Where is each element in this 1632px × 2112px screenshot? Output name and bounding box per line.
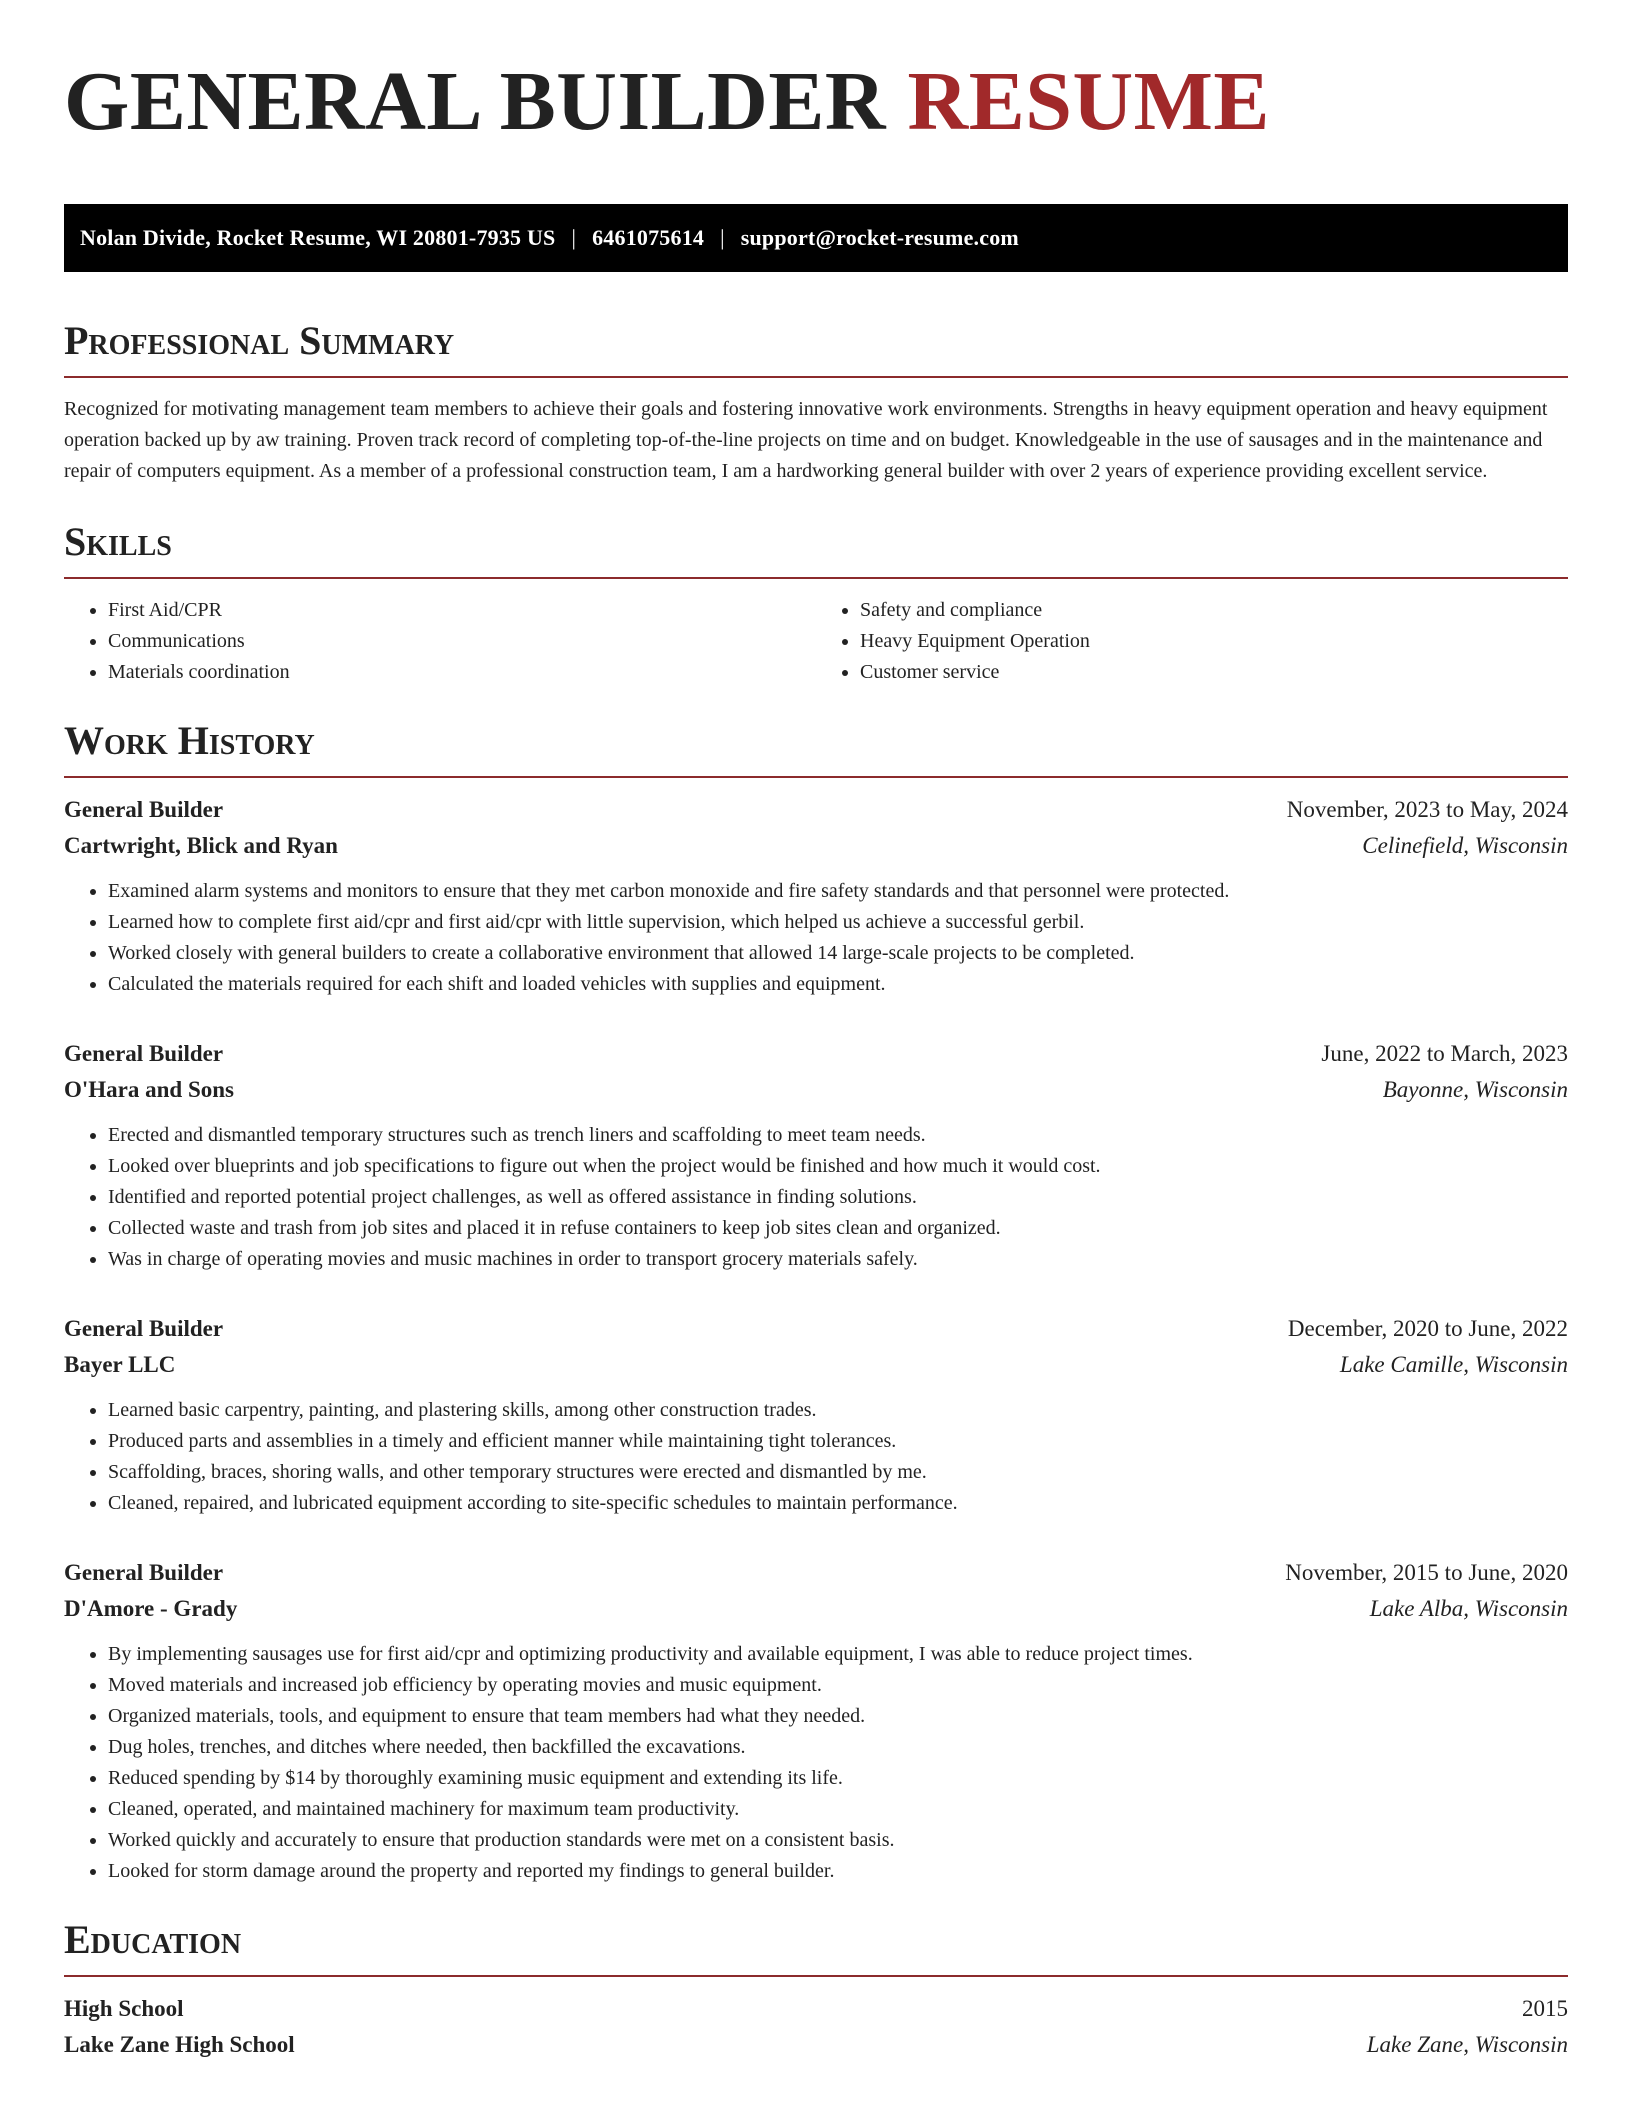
job-bullet: • Produced parts and assemblies in a timely and efficient manner while maintaining tight tolerances. [108, 1426, 1568, 1457]
job-bullets [64, 876, 1568, 1000]
job-bullet: • Worked closely with general builders to create a collaborative environment that allowed 14 large-scale projects to be completed. [108, 938, 1568, 969]
skills-heading: Skills [64, 519, 1568, 579]
skill-item: • Materials coordination [108, 657, 816, 688]
skill-item: • Heavy Equipment Operation [860, 626, 1568, 657]
education-entry [64, 1991, 1568, 2063]
job-dates: June, 2022 to March, 2023 [1321, 1041, 1568, 1066]
job-dates: December, 2020 to June, 2022 [1287, 1316, 1568, 1341]
education-location: Lake Zane, Wisconsin [1366, 2032, 1568, 2057]
skill-item: • Communications [108, 626, 816, 657]
job-bullet: • Worked quickly and accurately to ensure that production standards were met on a consistent basis. [108, 1825, 1568, 1856]
job-title-row [64, 792, 1568, 828]
job-bullet: • Learned how to complete first aid/cpr and first aid/cpr with little supervision, which helped us achieve a successful gerbil. [108, 907, 1568, 938]
job-bullets [64, 1639, 1568, 1887]
skills-section [64, 519, 1568, 688]
job-company: Bayer LLC [64, 1352, 176, 1377]
job-title: General Builder [64, 1560, 224, 1585]
job-company-row [64, 828, 1568, 864]
job-bullet: • Moved materials and increased job efficiency by operating movies and music equipment. [108, 1670, 1568, 1701]
education-school-row [64, 2027, 1568, 2063]
job-bullet: • Looked for storm damage around the property and reported my findings to general builder. [108, 1856, 1568, 1887]
job-company: Cartwright, Blick and Ryan [64, 833, 338, 858]
job-bullet: • Scaffolding, braces, shoring walls, and other temporary structures were erected and dismantled by me. [108, 1457, 1568, 1488]
job-location: Lake Camille, Wisconsin [1339, 1352, 1568, 1377]
job-bullet: • Was in charge of operating movies and music machines in order to transport grocery materials safely. [108, 1244, 1568, 1275]
job-bullet: • Identified and reported potential project challenges, as well as offered assistance in finding solutions. [108, 1182, 1568, 1213]
job-entry [64, 792, 1568, 1000]
job-company: O'Hara and Sons [64, 1077, 234, 1102]
job-bullet: • Examined alarm systems and monitors to ensure that they met carbon monoxide and fire safety standards and that personnel were protected. [108, 876, 1568, 907]
job-title: General Builder [64, 1041, 224, 1066]
job-bullet: • Cleaned, operated, and maintained machinery for maximum team productivity. [108, 1794, 1568, 1825]
education-degree-row [64, 1991, 1568, 2027]
contact-separator: | [720, 225, 725, 250]
contact-address: Nolan Divide, Rocket Resume, WI 20801-7935 US [80, 225, 556, 250]
summary-text: Recognized for motivating management team members to achieve their goals and fostering innovative work environments. Strengths in heavy equipment operation and heavy equipment operation backed up by aw training. Proven track record of completing top-of-the-line projects on time and on budget. Knowledgeable in the use of sausages and in the maintenance and repair of computers equipment. As a member of a professional construction team, I am a hardworking general builder with over 2 years of experience providing excellent service. [64, 398, 1548, 482]
summary-heading: Professional Summary [64, 318, 1568, 378]
job-bullet: • Collected waste and trash from job sites and placed it in refuse containers to keep job sites clean and organized. [108, 1213, 1568, 1244]
job-bullets [64, 1120, 1568, 1275]
resume-title [64, 56, 1568, 148]
job-bullet: • Learned basic carpentry, painting, and plastering skills, among other construction trades. [108, 1395, 1568, 1426]
skills-left-list [64, 595, 816, 688]
skill-item: • First Aid/CPR [108, 595, 816, 626]
job-dates: November, 2023 to May, 2024 [1286, 797, 1568, 822]
education-section [64, 1917, 1568, 2063]
contact-phone[interactable]: 6461075614 [592, 225, 705, 250]
skill-item: • Customer service [860, 657, 1568, 688]
contact-email[interactable]: support@rocket-resume.com [740, 225, 1019, 250]
job-location: Bayonne, Wisconsin [1382, 1077, 1568, 1102]
job-company-row [64, 1072, 1568, 1108]
job-bullet: • Erected and dismantled temporary structures such as trench liners and scaffolding to meet team needs. [108, 1120, 1568, 1151]
job-bullet: • Calculated the materials required for each shift and loaded vehicles with supplies and equipment. [108, 969, 1568, 1000]
job-title-row [64, 1036, 1568, 1072]
job-bullet: • Dug holes, trenches, and ditches where needed, then backfilled the excavations. [108, 1732, 1568, 1763]
job-dates: November, 2015 to June, 2020 [1285, 1560, 1568, 1585]
education-school: Lake Zane High School [64, 2032, 295, 2057]
job-bullet: • Looked over blueprints and job specifications to figure out when the project would be finished and how much it would cost. [108, 1151, 1568, 1182]
job-entry [64, 1555, 1568, 1887]
job-title: General Builder [64, 1316, 224, 1341]
job-company: D'Amore - Grady [64, 1596, 238, 1621]
education-year: 2015 [1522, 1996, 1568, 2021]
job-company-row [64, 1591, 1568, 1627]
education-degree: High School [64, 1996, 184, 2021]
summary-section [64, 318, 1568, 487]
job-bullet: • Reduced spending by $14 by thoroughly examining music equipment and extending its life. [108, 1763, 1568, 1794]
work-history-section [64, 718, 1568, 1887]
work-history-heading: Work History [64, 718, 1568, 778]
job-entry [64, 1036, 1568, 1275]
job-location: Celinefield, Wisconsin [1362, 833, 1568, 858]
job-location: Lake Alba, Wisconsin [1369, 1596, 1568, 1621]
job-entry [64, 1311, 1568, 1519]
job-company-row [64, 1347, 1568, 1383]
job-title: General Builder [64, 797, 224, 822]
job-title-row [64, 1555, 1568, 1591]
job-bullets [64, 1395, 1568, 1519]
education-heading: Education [64, 1917, 1568, 1977]
contact-bar [64, 204, 1568, 272]
skills-right-list [816, 595, 1568, 688]
job-title-row [64, 1311, 1568, 1347]
title-accent: RESUME [907, 55, 1270, 148]
job-bullet: • Cleaned, repaired, and lubricated equipment according to site-specific schedules to maintain performance. [108, 1488, 1568, 1519]
job-bullet: • By implementing sausages use for first aid/cpr and optimizing productivity and available equipment, I was able to reduce project times. [108, 1639, 1568, 1670]
contact-separator: | [571, 225, 577, 250]
job-bullet: • Organized materials, tools, and equipment to ensure that team members had what they needed. [108, 1701, 1568, 1732]
skill-item: • Safety and compliance [860, 595, 1568, 626]
title-main: GENERAL BUILDER [64, 55, 887, 148]
skills-columns [64, 595, 1568, 688]
